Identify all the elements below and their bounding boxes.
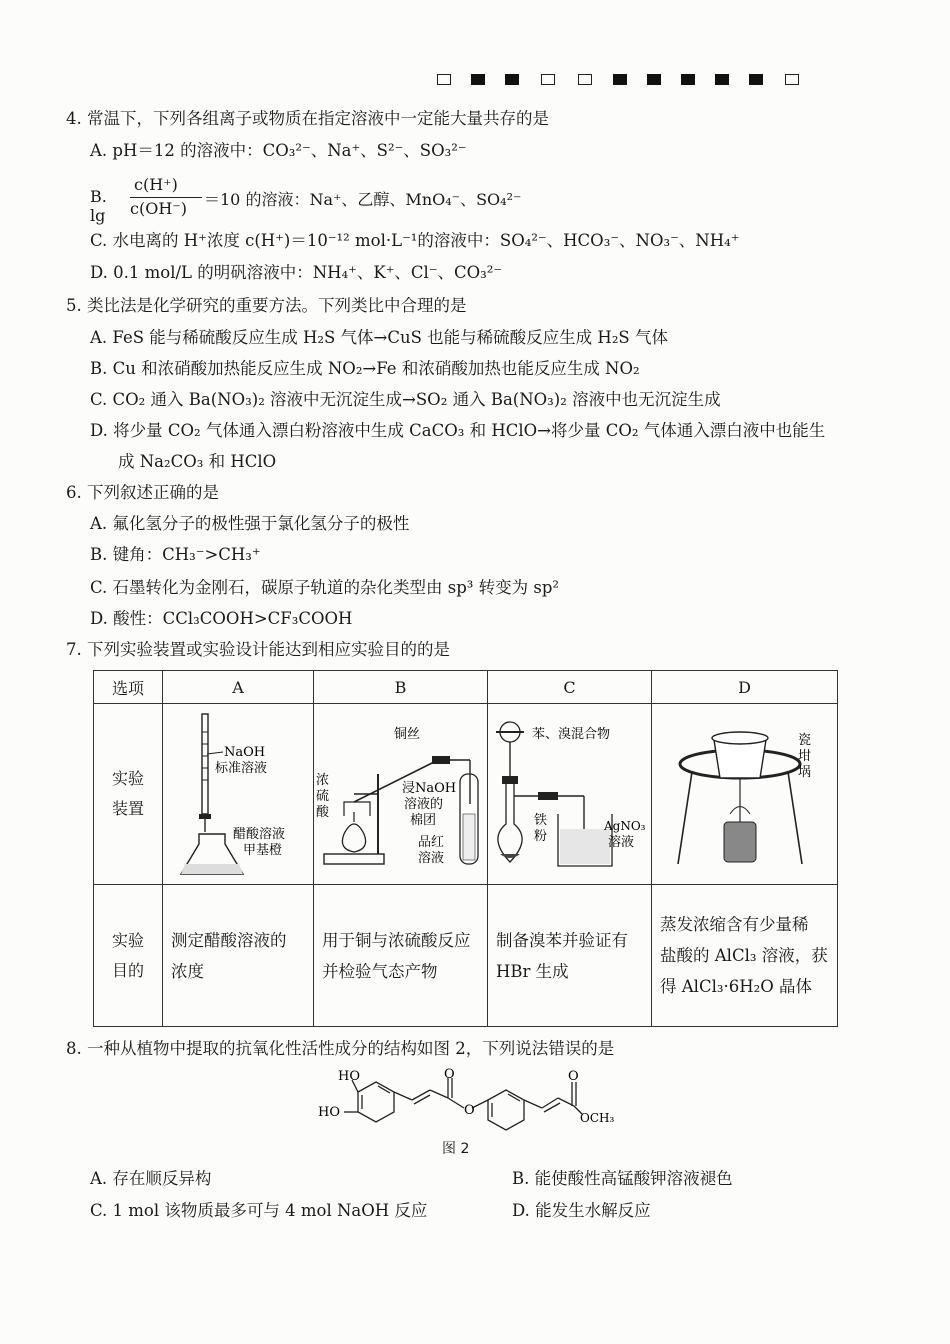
header-cell: 选项 bbox=[94, 671, 163, 704]
purpose-b bbox=[314, 885, 488, 1027]
header-cell: A bbox=[163, 671, 314, 704]
q6-option-c: C. 石墨转化为金刚石，碳原子轨道的杂化类型由 sp³ 转变为 sp² bbox=[90, 578, 560, 597]
mark-filled bbox=[749, 74, 763, 85]
q8-option-d: D. 能发生水解反应 bbox=[512, 1201, 651, 1220]
mark-filled bbox=[715, 74, 729, 85]
q5-option-d: D. 将少量 CO₂ 气体通入漂白粉溶液中生成 CaCO₃ 和 HClO→将少量 CO₂ 气体通入漂白液中也能生 bbox=[90, 421, 826, 440]
purpose-row bbox=[94, 885, 838, 1027]
apparatus-d bbox=[652, 704, 838, 885]
bromobenzene-apparatus-diagram bbox=[488, 704, 651, 880]
q5-option-d-cont: 成 Na₂CO₃ 和 HClO bbox=[118, 452, 277, 471]
purpose-line: 并检验气态产物 bbox=[322, 961, 438, 981]
label-iron: 铁 bbox=[534, 813, 548, 828]
header-cell: C bbox=[488, 671, 652, 704]
purpose-line: 浓度 bbox=[171, 961, 204, 981]
mark-open bbox=[541, 74, 555, 85]
q7-stem: 7. 下列实验装置或实验设计能达到相应实验目的的是 bbox=[66, 640, 450, 659]
label-ho-2: HO bbox=[318, 1105, 340, 1120]
titration-apparatus-diagram bbox=[163, 704, 313, 880]
label-guo: 埚 bbox=[798, 765, 812, 780]
purpose-d bbox=[652, 885, 838, 1027]
fraction-bar bbox=[130, 197, 202, 198]
q8-option-b: B. 能使酸性高锰酸钾溶液褪色 bbox=[512, 1169, 733, 1188]
crucible-apparatus-diagram bbox=[652, 704, 837, 880]
q8-option-c: C. 1 mol 该物质最多可与 4 mol NaOH 反应 bbox=[90, 1201, 428, 1220]
q7-table bbox=[93, 670, 838, 1027]
q6-option-d: D. 酸性：CCl₃COOH>CF₃COOH bbox=[90, 609, 353, 628]
label-solution: 溶液 bbox=[608, 835, 635, 850]
label-acid: 酸 bbox=[316, 805, 330, 820]
purpose-line: 得 AlCl₃·6H₂O 晶体 bbox=[660, 977, 812, 996]
label-powder: 粉 bbox=[534, 829, 548, 844]
label-acetic-acid: 醋酸溶液 bbox=[233, 827, 286, 842]
label-soaked-naoh: 浸NaOH bbox=[402, 781, 457, 796]
label-och3: OCH₃ bbox=[580, 1111, 615, 1125]
label-o-ester: O bbox=[464, 1103, 475, 1118]
label-naoh: NaOH bbox=[224, 745, 266, 760]
copper-sulfuric-acid-apparatus-diagram bbox=[314, 704, 487, 880]
q4-option-c: C. 水电离的 H⁺浓度 c(H⁺)＝10⁻¹² mol·L⁻¹的溶液中：SO₄²⁻、HCO₃⁻、NO₃⁻、NH₄⁺ bbox=[90, 231, 740, 250]
row-label-line: 实验 bbox=[111, 769, 144, 788]
q4-b-denominator: c(OH⁻) bbox=[130, 199, 187, 218]
q4-b-rest: ＝10 的溶液：Na⁺、乙醇、MnO₄⁻、SO₄²⁻ bbox=[204, 190, 522, 209]
purpose-line: 制备溴苯并验证有 bbox=[496, 930, 628, 950]
label-solution-of: 溶液的 bbox=[404, 797, 444, 812]
label-magenta: 品红 bbox=[418, 835, 445, 850]
q8-stem: 8. 一种从植物中提取的抗氧化性活性成分的结构如图 2，下列说法错误的是 bbox=[66, 1039, 615, 1058]
q5-option-b: B. Cu 和浓硝酸加热能反应生成 NO₂→Fe 和浓硝酸加热也能反应生成 NO₂ bbox=[90, 359, 640, 378]
q5-option-c: C. CO₂ 通入 Ba(NO₃)₂ 溶液中无沉淀生成→SO₂ 通入 Ba(NO₃)₂ 溶液中也无沉淀生成 bbox=[90, 390, 721, 409]
row-label bbox=[94, 885, 163, 1027]
purpose-c bbox=[488, 885, 652, 1027]
q4-b-numerator: c(H⁺) bbox=[134, 175, 178, 194]
purpose-line: HBr 生成 bbox=[496, 961, 569, 981]
label-sulfur: 硫 bbox=[316, 789, 330, 804]
q4-b-prefix: B. lg bbox=[90, 187, 107, 225]
mark-filled bbox=[505, 74, 519, 85]
apparatus-b bbox=[314, 704, 488, 885]
label-o-carbonyl-2: O bbox=[568, 1069, 579, 1084]
purpose-line: 测定醋酸溶液的 bbox=[171, 930, 287, 950]
label-gan: 坩 bbox=[798, 749, 812, 764]
apparatus-row bbox=[94, 704, 838, 885]
q5-option-a: A. FeS 能与稀硫酸反应生成 H₂S 气体→CuS 也能与稀硫酸反应生成 H₂S 气体 bbox=[90, 328, 668, 347]
figure-caption: 图 2 bbox=[442, 1141, 470, 1157]
mark-filled bbox=[613, 74, 627, 85]
purpose-line: 盐酸的 AlCl₃ 溶液，获 bbox=[660, 946, 828, 965]
q6-option-a: A. 氟化氢分子的极性强于氯化氢分子的极性 bbox=[90, 514, 410, 533]
q4-option-d: D. 0.1 mol/L 的明矾溶液中：NH₄⁺、K⁺、Cl⁻、CO₃²⁻ bbox=[90, 263, 503, 282]
header-cell: B bbox=[314, 671, 488, 704]
header-cell: D bbox=[652, 671, 838, 704]
label-ho-1: HO bbox=[338, 1069, 360, 1084]
label-copper-wire: 铜丝 bbox=[394, 727, 421, 742]
mark-filled bbox=[681, 74, 695, 85]
q4-stem: 4. 常温下，下列各组离子或物质在指定溶液中一定能大量共存的是 bbox=[66, 109, 549, 128]
label-o-carbonyl-1: O bbox=[444, 1067, 455, 1082]
q4-option-a: A. pH＝12 的溶液中：CO₃²⁻、Na⁺、S²⁻、SO₃²⁻ bbox=[90, 141, 467, 160]
mark-filled bbox=[471, 74, 485, 85]
row-label-line: 目的 bbox=[111, 960, 144, 980]
q6-stem: 6. 下列叙述正确的是 bbox=[66, 483, 219, 502]
q6-option-b: B. 键角：CH₃⁻>CH₃⁺ bbox=[90, 545, 261, 564]
table-header-row bbox=[94, 671, 838, 704]
row-label-line: 装置 bbox=[111, 799, 144, 818]
apparatus-a bbox=[163, 704, 314, 885]
apparatus-c bbox=[488, 704, 652, 885]
label-benzene-bromine: 苯、溴混合物 bbox=[532, 727, 611, 742]
purpose-line: 蒸发浓缩含有少量稀 bbox=[660, 915, 809, 934]
label-methyl-orange: 甲基橙 bbox=[243, 843, 283, 858]
label-cotton: 棉团 bbox=[410, 813, 437, 828]
mark-open bbox=[578, 74, 592, 85]
label-conc: 浓 bbox=[316, 773, 330, 788]
row-label bbox=[94, 704, 163, 885]
q8-option-a: A. 存在顺反异构 bbox=[90, 1169, 212, 1188]
label-solution: 溶液 bbox=[418, 851, 445, 866]
mark-open bbox=[437, 74, 451, 85]
label-standard-solution: 标准溶液 bbox=[215, 761, 268, 776]
purpose-a bbox=[163, 885, 314, 1027]
label-agno3: AgNO₃ bbox=[604, 819, 646, 833]
molecule-structure bbox=[318, 1064, 618, 1136]
mark-filled bbox=[647, 74, 661, 85]
mark-open bbox=[785, 74, 799, 85]
q5-stem: 5. 类比法是化学研究的重要方法。下列类比中合理的是 bbox=[66, 296, 467, 315]
label-ci: 瓷 bbox=[798, 733, 812, 748]
purpose-line: 用于铜与浓硫酸反应 bbox=[322, 930, 471, 950]
row-label-line: 实验 bbox=[111, 930, 144, 950]
